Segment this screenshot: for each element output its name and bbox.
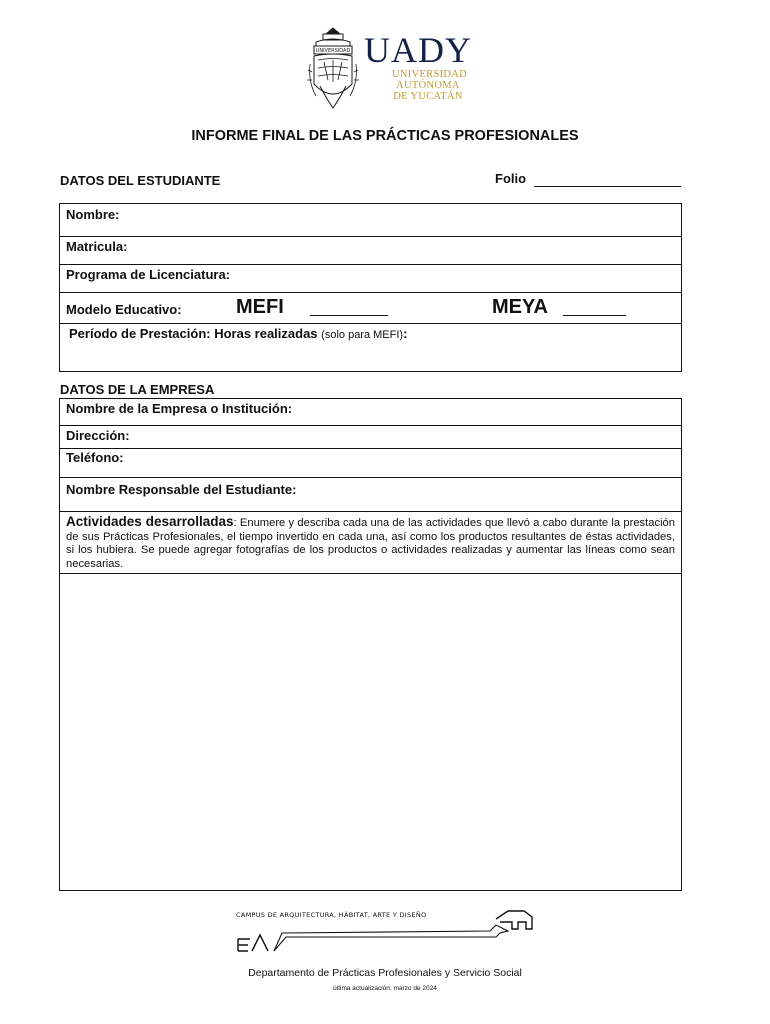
nombre-label: Nombre: xyxy=(66,207,120,222)
company-section-heading: DATOS DE LA EMPRESA xyxy=(60,382,215,397)
folio-label: Folio xyxy=(495,171,527,186)
mefi-blank[interactable] xyxy=(310,315,388,316)
periodo-label-text: Período de Prestación: Horas realizadas xyxy=(69,326,318,341)
meya-blank[interactable] xyxy=(563,315,626,316)
responsable-label: Nombre Responsable del Estudiante: xyxy=(66,482,297,497)
empresa-row[interactable] xyxy=(60,399,681,425)
responsable-row[interactable] xyxy=(60,477,681,511)
campus-logo-text: CAMPUS DE ARQUITECTURA, HÁBITAT, ARTE Y DISEÑO xyxy=(236,911,427,919)
direccion-label: Dirección: xyxy=(66,428,130,443)
seal-text: UNIVERSIDAD xyxy=(315,48,351,54)
actividades-row xyxy=(60,511,681,573)
periodo-label xyxy=(69,326,407,341)
logo-subtitle-2: AUTÓNOMA xyxy=(396,80,460,91)
actividades-instructions xyxy=(66,515,675,571)
periodo-note: (solo para MEFI) xyxy=(321,329,404,341)
meya-option[interactable]: MEYA xyxy=(492,296,548,318)
matricula-label: Matricula: xyxy=(66,239,128,254)
folio-field[interactable] xyxy=(534,186,681,187)
actividades-label: Actividades desarrolladas xyxy=(66,514,234,529)
matricula-row[interactable] xyxy=(60,236,681,264)
nombre-row[interactable] xyxy=(60,204,681,236)
uady-logo xyxy=(306,24,476,116)
document-title: INFORME FINAL DE LAS PRÁCTICAS PROFESIONALES xyxy=(191,128,579,144)
mefi-option[interactable]: MEFI xyxy=(236,296,284,318)
logo-subtitle-1: UNIVERSIDAD xyxy=(392,69,468,80)
telefono-label: Teléfono: xyxy=(66,450,124,465)
student-data-box xyxy=(59,203,682,372)
periodo-row[interactable] xyxy=(60,323,681,371)
department-name: Departamento de Prácticas Profesionales y Servicio Social xyxy=(248,967,522,979)
company-data-box xyxy=(59,398,682,891)
actividades-answer-area[interactable] xyxy=(60,573,681,890)
telefono-row[interactable] xyxy=(60,448,681,477)
direccion-row[interactable] xyxy=(60,425,681,448)
student-section-heading: DATOS DEL ESTUDIANTE xyxy=(60,173,221,188)
last-updated: última actualización: marzo de 2024 xyxy=(333,985,437,992)
periodo-colon: : xyxy=(403,326,408,341)
campus-logo xyxy=(234,905,534,957)
actividades-text: : Enumere y describa cada una de las actividades que llevó a cabo durante la prestación de sus Prácticas Profesionales, el tiempo invertido en cada una, así como los productos resultantes de éstas actividades, si los hubiera. Se puede agregar fotografías de los productos o actividades realizadas y aumentar las líneas como sean necesarias. xyxy=(66,517,676,570)
programa-label: Programa de Licenciatura: xyxy=(66,267,230,282)
university-seal-icon xyxy=(306,24,360,114)
modelo-label: Modelo Educativo: xyxy=(66,302,182,317)
logo-subtitle-3: DE YUCATÁN xyxy=(393,91,463,102)
logo-wordmark: UADY xyxy=(364,30,472,70)
programa-row[interactable] xyxy=(60,264,681,292)
modelo-row xyxy=(60,292,681,323)
empresa-label: Nombre de la Empresa o Institución: xyxy=(66,401,293,416)
